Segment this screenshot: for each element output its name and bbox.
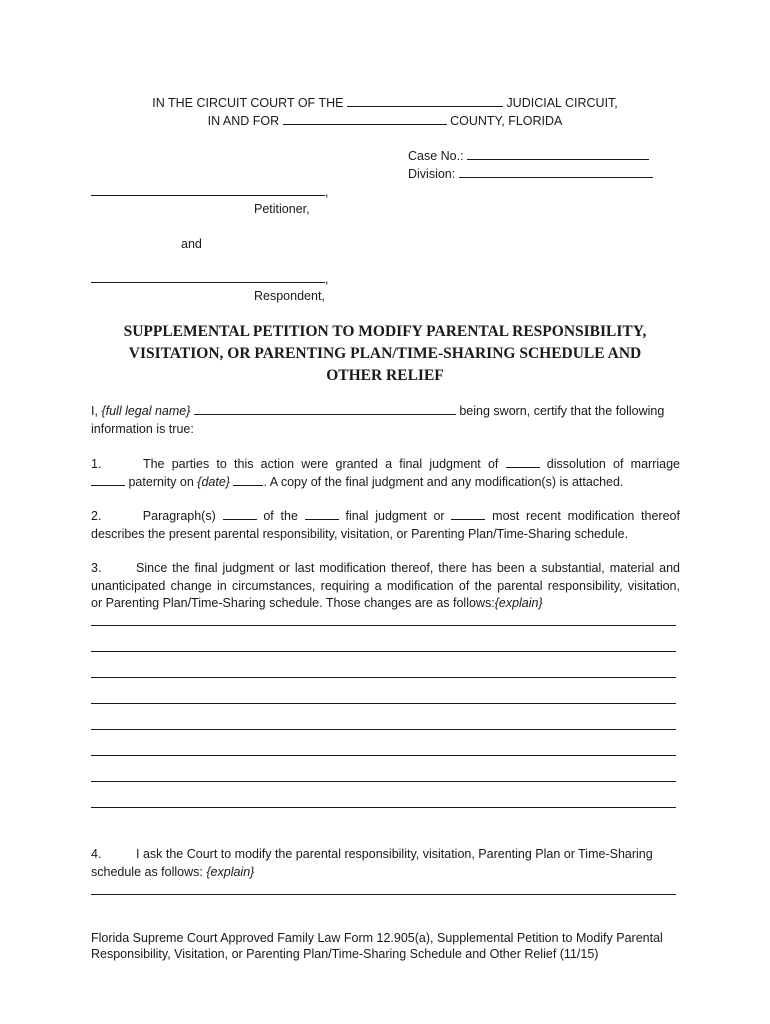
paragraph-2: 2. Paragraph(s) of the final judgment or most recent modification thereof describes the present parental responsibility, visitation, or Parenting Plan/Time-Sharing schedule.: [91, 509, 680, 541]
petitioner-label: Petitioner,: [254, 202, 310, 216]
answer-line[interactable]: [91, 755, 676, 756]
footer-line-1: Florida Supreme Court Approved Family Law Form 12.905(a), Supplemental Petition to Modify Parental: [91, 931, 663, 945]
final-judgment-checkbox-blank[interactable]: [305, 508, 339, 520]
paragraph-1: 1. The parties to this action were granted a final judgment of dissolution of marriage paternity on {date} . A copy of the final judgment and any modification(s) is attached.: [91, 457, 680, 489]
modification-checkbox-blank[interactable]: [451, 508, 485, 520]
answer-line[interactable]: [91, 729, 676, 730]
dissolution-checkbox-blank[interactable]: [506, 456, 540, 468]
respondent-label: Respondent,: [254, 289, 325, 303]
division-blank[interactable]: [459, 166, 653, 178]
petitioner-name-line[interactable]: ,: [91, 184, 328, 199]
division-label: Division:: [408, 167, 456, 181]
para-number: 4.: [91, 847, 102, 861]
court-suffix: JUDICIAL CIRCUIT,: [506, 96, 618, 110]
respondent-name-line[interactable]: ,: [91, 271, 328, 286]
para-number: 1.: [91, 457, 102, 471]
title-line-1: SUPPLEMENTAL PETITION TO MODIFY PARENTAL RESPONSIBILITY,: [123, 323, 647, 340]
form-footer: [91, 930, 691, 962]
case-no-field: [408, 148, 649, 163]
answer-line[interactable]: [91, 781, 676, 782]
para-number: 3.: [91, 561, 102, 575]
date-blank[interactable]: [233, 474, 263, 486]
full-name-hint: {full legal name}: [101, 404, 191, 418]
paragraph-3: 3. Since the final judgment or last modification thereof, there has been a substantial, material and unanticipated change in circumstances, requiring a modification of the parental responsibility, visitation, or Parenting Plan/Time-Sharing schedule. Those changes are as follows:{explain}: [91, 561, 680, 610]
county-prefix: IN AND FOR: [207, 114, 280, 128]
court-prefix: IN THE CIRCUIT COURT OF THE: [152, 96, 344, 110]
answer-line[interactable]: [91, 807, 676, 808]
para-number: 2.: [91, 509, 102, 523]
county-blank[interactable]: [283, 113, 447, 125]
county-line: [0, 113, 770, 128]
answer-line[interactable]: [91, 703, 676, 704]
form-title: [0, 321, 770, 387]
and-label: and: [181, 237, 202, 251]
answer-line[interactable]: [91, 894, 676, 895]
answer-line[interactable]: [91, 677, 676, 678]
answer-line[interactable]: [91, 625, 676, 626]
division-field: [408, 166, 653, 181]
title-line-2: VISITATION, OR PARENTING PLAN/TIME-SHARING SCHEDULE AND: [128, 345, 642, 362]
intro-paragraph: I, {full legal name} being sworn, certify that the following information is true:: [91, 404, 665, 436]
paragraph-4: 4. I ask the Court to modify the parental responsibility, visitation, Parenting Plan or Time-Sharing schedule as follows: {explain}: [91, 847, 653, 879]
explain-hint: {explain}: [494, 596, 543, 610]
court-line: [0, 95, 770, 110]
footer-line-2: Responsibility, Visitation, or Parenting Plan/Time-Sharing Schedule and Other Relief (11/15): [91, 947, 599, 961]
answer-line[interactable]: [91, 651, 676, 652]
title-line-3: OTHER RELIEF: [326, 367, 444, 384]
full-name-blank[interactable]: [194, 403, 456, 415]
paragraph-number-blank[interactable]: [223, 508, 257, 520]
case-no-label: Case No.:: [408, 149, 464, 163]
explain-hint: {explain}: [206, 864, 255, 879]
paternity-checkbox-blank[interactable]: [91, 474, 125, 486]
case-no-blank[interactable]: [467, 148, 649, 160]
circuit-blank[interactable]: [347, 95, 503, 107]
date-hint: {date}: [197, 474, 230, 489]
county-suffix: COUNTY, FLORIDA: [450, 114, 563, 128]
